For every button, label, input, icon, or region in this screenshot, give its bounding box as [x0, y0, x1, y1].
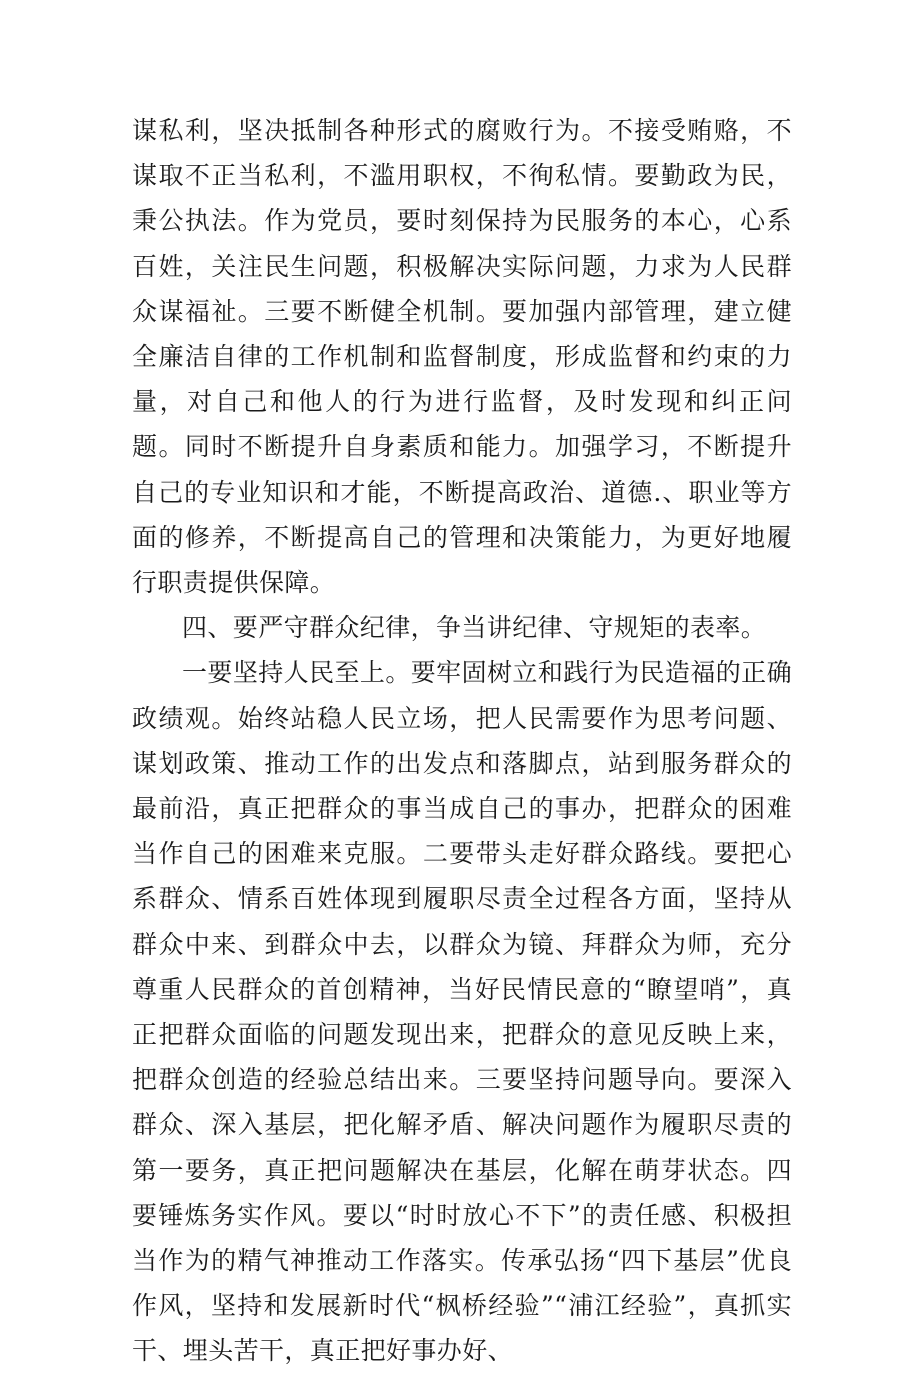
paragraph-continued: 谋私利，坚决抵制各种形式的腐败行为。不接受贿赂，不谋取不正当私利，不滥用职权，不徇私情。要勤政为民，秉公执法。作为党员，要时刻保持为民服务的本心，心系百姓，关注民生问题，积极解决实际问题，力求为人民群众谋福祉。三要不断健全机制。要加强内部管理，建立健全廉洁自律的工作机制和监督制度，形成监督和约束的力量，对自己和他人的行为进行监督，及时发现和纠正问题。同时不断提升自身素质和能力。加强学习，不断提升自己的专业知识和才能，不断提高政治、道德.、职业等方面的修养，不断提高自己的管理和决策能力，为更好地履行职责提供保障。	[132, 116, 792, 598]
section-heading-four: 四、要严守群众纪律，争当讲纪律、守规矩的表率。	[182, 613, 767, 643]
paragraph-people-first: 一要坚持人民至上。要牢固树立和践行为民造福的正确政绩观。始终站稳人民立场，把人民需要作为思考问题、谋划政策、推动工作的出发点和落脚点，站到服务群众的最前沿，真正把群众的事当成自己的事办，把群众的困难当作自己的困难来克服。二要带头走好群众路线。要把心系群众、情系百姓体现到履职尽责全过程各方面，坚持从群众中来、到群众中去，以群众为镜、拜群众为师，充分尊重人民群众的首创精神，当好民情民意的“瞭望哨”，真正把群众面临的问题发现出来，把群众的意见反映上来，把群众创造的经验总结出来。三要坚持问题导向。要深入群众、深入基层，把化解矛盾、解决问题作为履职尽责的第一要务，真正把问题解决在基层，化解在萌芽状态。四要锤炼务实作风。要以“时时放心不下”的责任感、积极担当作为的精气神推动工作落实。传承弘扬“四下基层”优良作风，坚持和发展新时代“枫桥经验”“浦江经验”，真抓实干、埋头苦干，真正把好事办好、	[132, 658, 792, 1366]
document-body	[132, 108, 792, 1374]
